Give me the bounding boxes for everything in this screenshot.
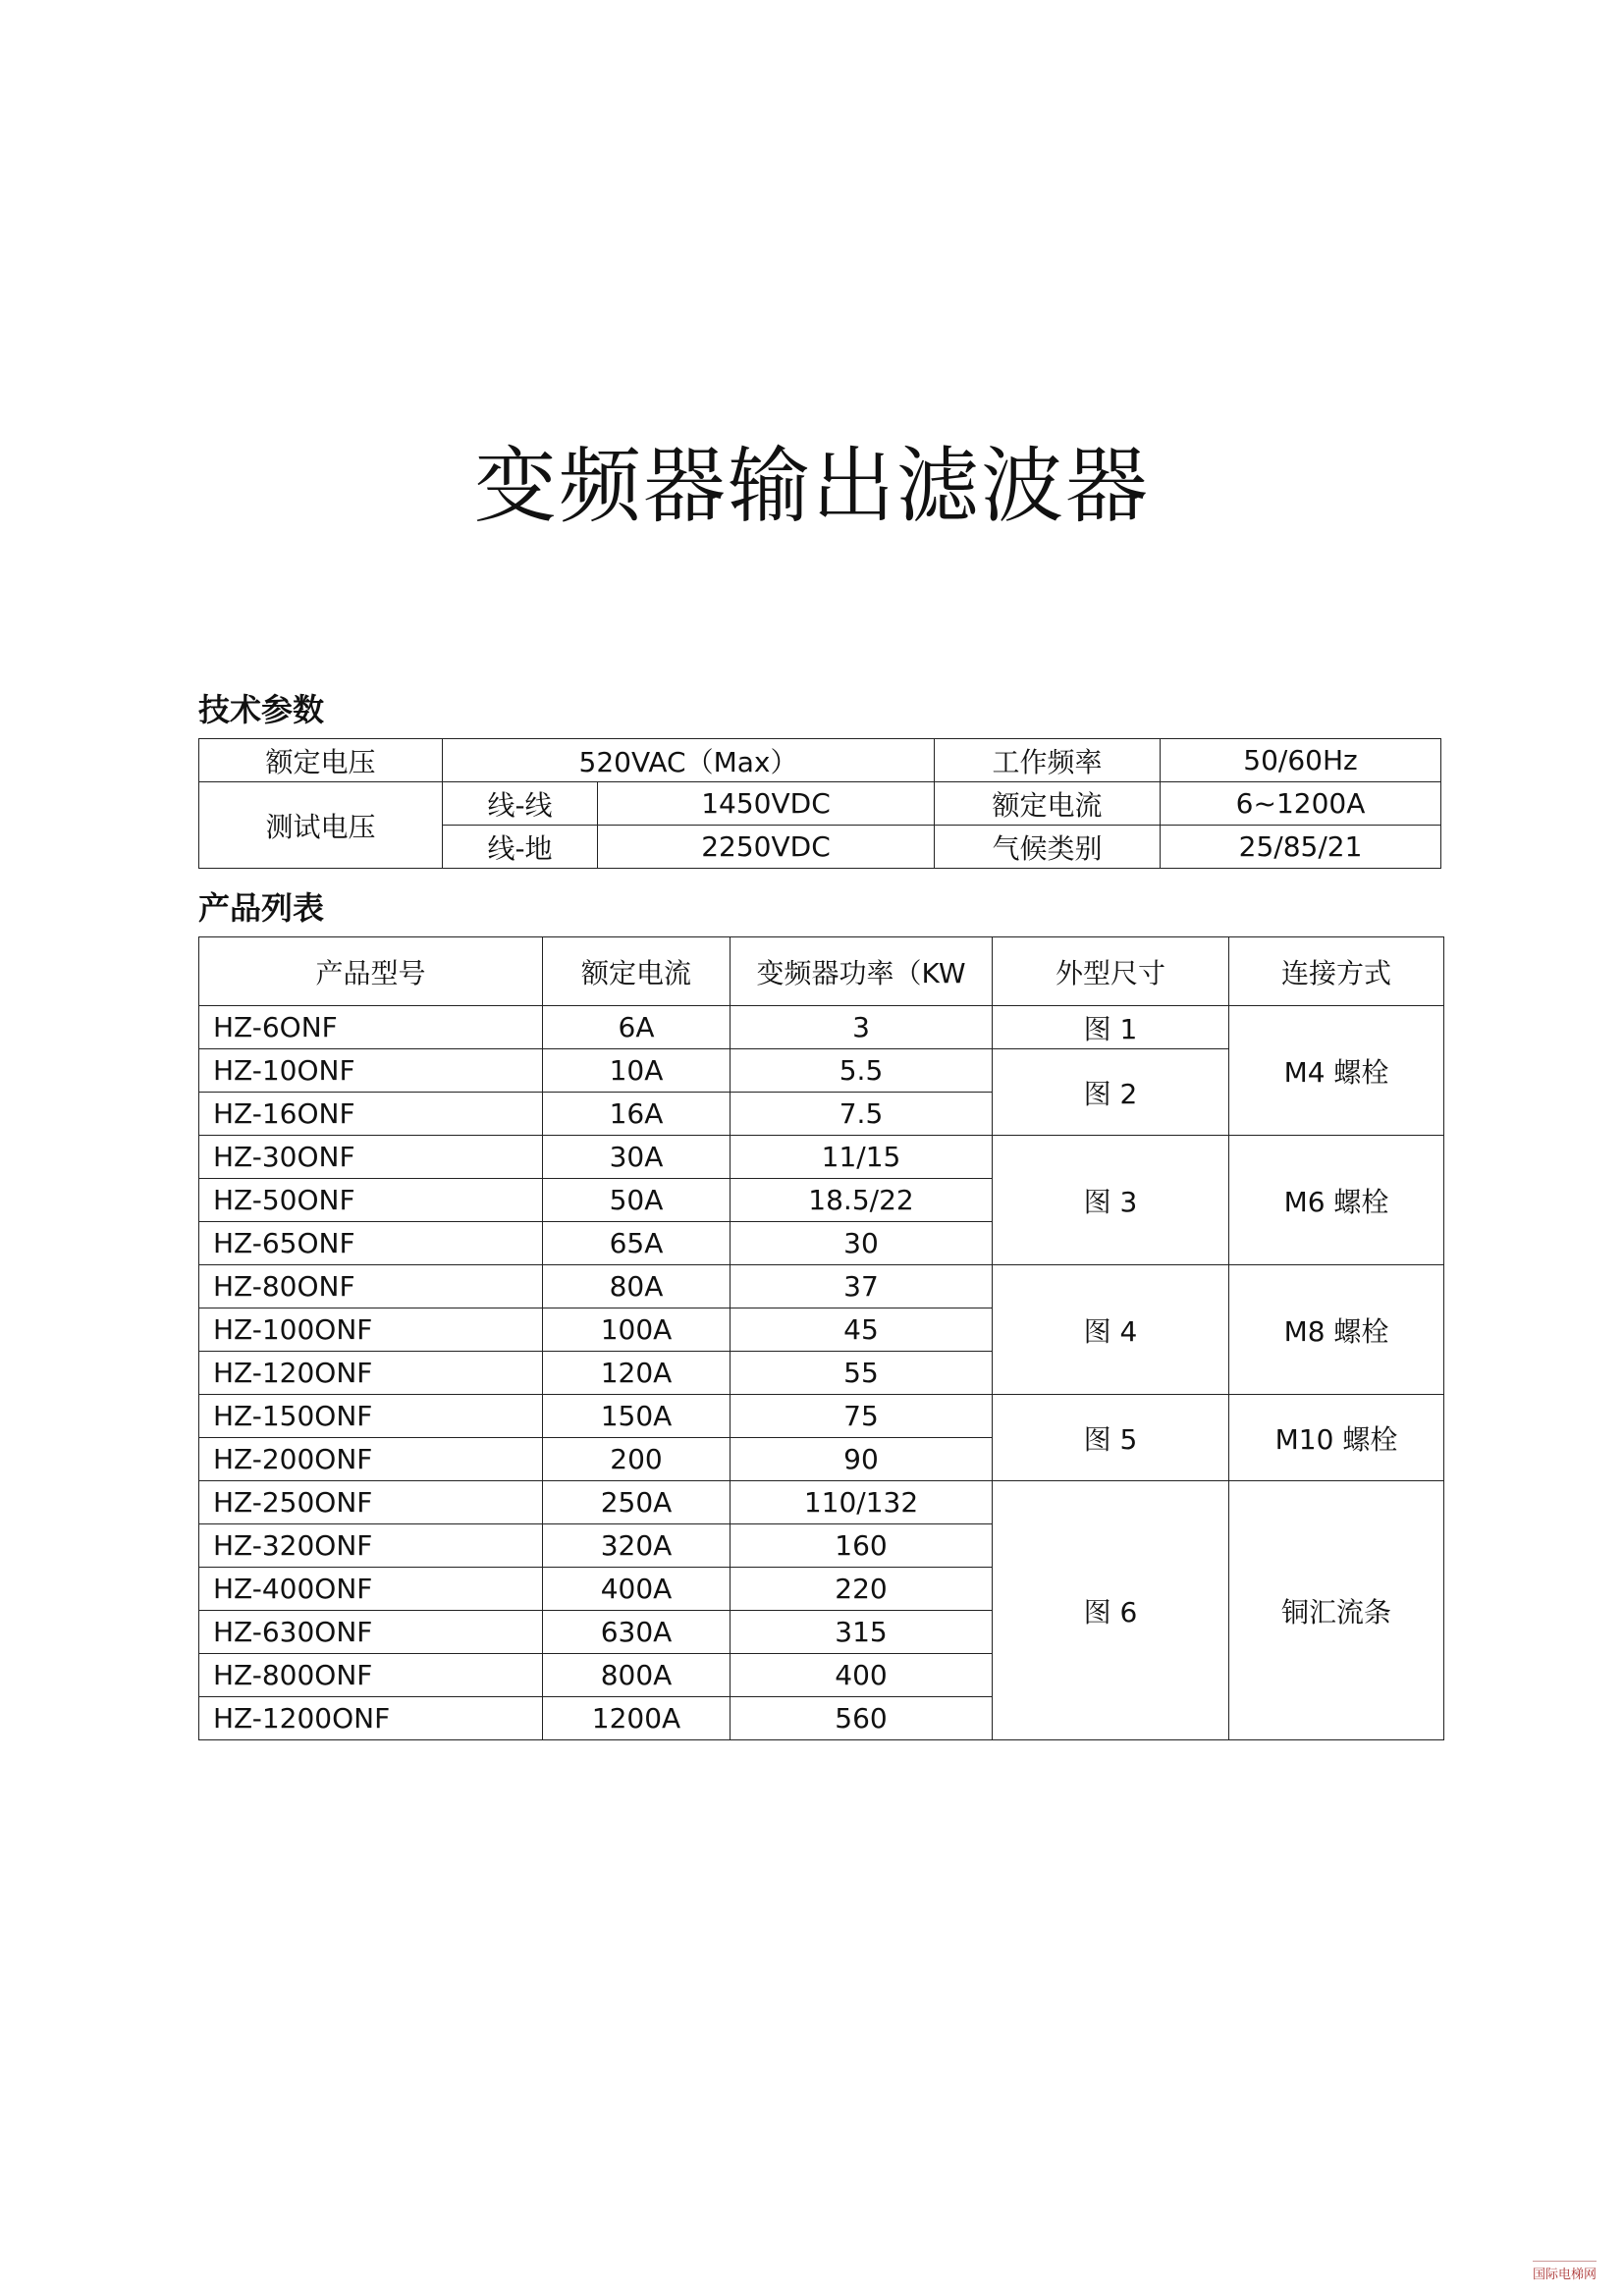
- model-cell: HZ-10ONF: [199, 1049, 543, 1093]
- model-cell: HZ-400ONF: [199, 1568, 543, 1611]
- current-cell: 80A: [543, 1265, 731, 1308]
- test-voltage-label: 测试电压: [199, 782, 443, 869]
- model-cell: HZ-50ONF: [199, 1179, 543, 1222]
- rated-current-value: 6~1200A: [1161, 782, 1441, 826]
- current-cell: 100A: [543, 1308, 731, 1352]
- connection-cell: 铜汇流条: [1229, 1481, 1444, 1740]
- current-cell: 200: [543, 1438, 731, 1481]
- header-size: 外型尺寸: [993, 937, 1229, 1006]
- model-cell: HZ-16ONF: [199, 1093, 543, 1136]
- power-cell: 5.5: [731, 1049, 993, 1093]
- table-header-row: [199, 937, 1444, 1006]
- figure-cell: 图 2: [993, 1049, 1229, 1136]
- figure-cell: 图 5: [993, 1395, 1229, 1481]
- model-cell: HZ-6ONF: [199, 1006, 543, 1049]
- power-cell: 220: [731, 1568, 993, 1611]
- power-cell: 160: [731, 1524, 993, 1568]
- table-row: [199, 1395, 1444, 1438]
- table-row: [199, 739, 1441, 782]
- power-cell: 75: [731, 1395, 993, 1438]
- header-model: 产品型号: [199, 937, 543, 1006]
- model-cell: HZ-100ONF: [199, 1308, 543, 1352]
- model-cell: HZ-250ONF: [199, 1481, 543, 1524]
- power-cell: 11/15: [731, 1136, 993, 1179]
- current-cell: 630A: [543, 1611, 731, 1654]
- current-cell: 50A: [543, 1179, 731, 1222]
- table-row: [199, 1481, 1444, 1524]
- power-cell: 90: [731, 1438, 993, 1481]
- connection-cell: M10 螺栓: [1229, 1395, 1444, 1481]
- power-cell: 110/132: [731, 1481, 993, 1524]
- table-row: [199, 1136, 1444, 1179]
- power-cell: 560: [731, 1697, 993, 1740]
- header-power: 变频器功率（KW: [731, 937, 993, 1006]
- current-cell: 320A: [543, 1524, 731, 1568]
- model-cell: HZ-120ONF: [199, 1352, 543, 1395]
- watermark-logo: 国际电梯网: [1533, 2261, 1597, 2282]
- figure-cell: 图 4: [993, 1265, 1229, 1395]
- current-cell: 1200A: [543, 1697, 731, 1740]
- model-cell: HZ-320ONF: [199, 1524, 543, 1568]
- current-cell: 150A: [543, 1395, 731, 1438]
- model-cell: HZ-800ONF: [199, 1654, 543, 1697]
- work-freq-value: 50/60Hz: [1161, 739, 1441, 782]
- product-list-heading: 产品列表: [198, 889, 325, 927]
- power-cell: 37: [731, 1265, 993, 1308]
- tech-params-table: [198, 738, 1441, 869]
- power-cell: 45: [731, 1308, 993, 1352]
- line-line-value: 1450VDC: [598, 782, 935, 826]
- table-row: [199, 1265, 1444, 1308]
- current-cell: 800A: [543, 1654, 731, 1697]
- power-cell: 400: [731, 1654, 993, 1697]
- work-freq-label: 工作频率: [935, 739, 1161, 782]
- current-cell: 120A: [543, 1352, 731, 1395]
- line-line-label: 线-线: [443, 782, 598, 826]
- power-cell: 18.5/22: [731, 1179, 993, 1222]
- current-cell: 30A: [543, 1136, 731, 1179]
- current-cell: 400A: [543, 1568, 731, 1611]
- page-title: 变频器输出滤波器: [473, 438, 1150, 534]
- line-ground-label: 线-地: [443, 826, 598, 869]
- current-cell: 6A: [543, 1006, 731, 1049]
- header-current: 额定电流: [543, 937, 731, 1006]
- table-row: [199, 1006, 1444, 1049]
- climate-label: 气候类别: [935, 826, 1161, 869]
- current-cell: 65A: [543, 1222, 731, 1265]
- power-cell: 315: [731, 1611, 993, 1654]
- power-cell: 3: [731, 1006, 993, 1049]
- line-ground-value: 2250VDC: [598, 826, 935, 869]
- rated-current-label: 额定电流: [935, 782, 1161, 826]
- connection-cell: M4 螺栓: [1229, 1006, 1444, 1136]
- power-cell: 55: [731, 1352, 993, 1395]
- connection-cell: M8 螺栓: [1229, 1265, 1444, 1395]
- model-cell: HZ-80ONF: [199, 1265, 543, 1308]
- rated-voltage-label: 额定电压: [199, 739, 443, 782]
- model-cell: HZ-1200ONF: [199, 1697, 543, 1740]
- connection-cell: M6 螺栓: [1229, 1136, 1444, 1265]
- climate-value: 25/85/21: [1161, 826, 1441, 869]
- model-cell: HZ-65ONF: [199, 1222, 543, 1265]
- current-cell: 10A: [543, 1049, 731, 1093]
- power-cell: 30: [731, 1222, 993, 1265]
- model-cell: HZ-30ONF: [199, 1136, 543, 1179]
- figure-cell: 图 1: [993, 1006, 1229, 1049]
- figure-cell: 图 6: [993, 1481, 1229, 1740]
- current-cell: 250A: [543, 1481, 731, 1524]
- model-cell: HZ-630ONF: [199, 1611, 543, 1654]
- table-row: [199, 782, 1441, 826]
- product-list-table: [198, 936, 1444, 1740]
- tech-params-heading: 技术参数: [198, 691, 325, 728]
- model-cell: HZ-150ONF: [199, 1395, 543, 1438]
- power-cell: 7.5: [731, 1093, 993, 1136]
- current-cell: 16A: [543, 1093, 731, 1136]
- model-cell: HZ-200ONF: [199, 1438, 543, 1481]
- rated-voltage-value: 520VAC（Max）: [443, 739, 935, 782]
- header-connection: 连接方式: [1229, 937, 1444, 1006]
- figure-cell: 图 3: [993, 1136, 1229, 1265]
